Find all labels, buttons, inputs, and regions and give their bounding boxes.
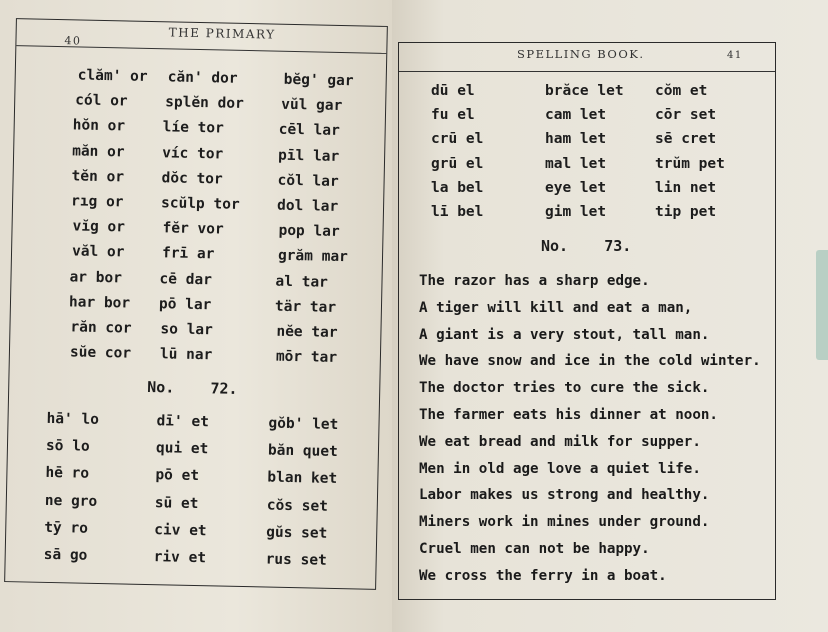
word-cell: brăce let — [545, 83, 624, 99]
sentence-line: Cruel men can not be happy. — [419, 541, 650, 557]
word-cell: rus set — [265, 551, 327, 569]
word-cell: pop lar — [278, 222, 340, 241]
word-cell: căn' dor — [167, 69, 238, 87]
word-cell: hē ro — [45, 465, 90, 483]
word-cell: har bor — [68, 294, 131, 312]
word-cell: cē dar — [159, 270, 213, 288]
word-cell: víc tor — [161, 144, 224, 163]
word-cell: cēl lar — [278, 122, 340, 140]
sentence-line: The farmer eats his dinner at noon. — [419, 407, 718, 423]
sentence-line: We cross the ferry in a boat. — [419, 567, 667, 584]
word-cell: nĕe tar — [276, 323, 338, 341]
sentence-line: A tiger will kill and eat a man, — [419, 299, 693, 316]
word-cell: grăm mar — [277, 248, 349, 266]
word-cell: cŏm et — [655, 83, 708, 99]
word-cell: riv et — [153, 549, 207, 567]
running-header: SPELLING BOOK. — [517, 47, 645, 61]
word-cell: ne gro — [44, 492, 98, 510]
word-cell: so lar — [160, 321, 214, 339]
word-cell: sū et — [154, 494, 199, 512]
word-cell: qui et — [155, 440, 209, 458]
left-page-frame — [4, 18, 388, 590]
word-cell: hā' lo — [46, 410, 100, 428]
left-page — [0, 0, 392, 632]
word-cell: sā go — [43, 546, 88, 564]
word-cell: pīl lar — [277, 147, 340, 165]
header-rule — [399, 71, 775, 72]
word-cell: dol lar — [276, 197, 339, 215]
word-cell: pō et — [155, 467, 200, 485]
word-cell: cam let — [545, 107, 607, 124]
bookmark-tab — [816, 250, 828, 360]
word-cell: lin net — [655, 179, 717, 196]
word-cell: ham let — [545, 131, 607, 148]
word-cell: cōr set — [655, 107, 717, 124]
word-cell: fĕr vor — [162, 220, 224, 238]
sentence-line: The doctor tries to cure the sick. — [419, 380, 710, 397]
word-cell: tĕn or — [71, 168, 125, 186]
word-cell: crū el — [431, 131, 484, 148]
word-cell: frī ar — [161, 245, 215, 263]
page-number: 41 — [727, 50, 743, 61]
word-cell: hŏn or — [72, 117, 126, 135]
sentence-line: We eat bread and milk for supper. — [419, 433, 701, 450]
sentence-line: We have snow and ice in the cold winter. — [419, 353, 761, 370]
word-cell: cól or — [75, 92, 128, 110]
word-cell: líe tor — [162, 119, 224, 137]
right-page — [392, 0, 828, 632]
word-cell: dī' et — [156, 413, 210, 431]
sentence-line: The razor has a sharp edge. — [419, 273, 650, 289]
word-cell: vŭl gar — [281, 96, 343, 115]
word-cell: eye let — [545, 179, 607, 196]
word-cell: civ et — [154, 521, 207, 540]
section-title: No. 73. — [541, 237, 632, 255]
word-cell: cŏs set — [266, 497, 329, 515]
word-cell: băn quet — [267, 442, 338, 461]
word-cell: sē cret — [655, 131, 717, 148]
word-cell: gim let — [545, 204, 607, 220]
sentence-line: Miners work in mines under ground. — [419, 514, 710, 531]
sentence-line: A giant is a very stout, tall man. — [419, 326, 710, 343]
word-cell: pō lar — [158, 296, 212, 314]
word-cell: scŭlp tor — [160, 195, 240, 213]
word-cell: gŏb' let — [268, 415, 339, 434]
word-cell: tip pet — [655, 204, 717, 220]
right-page-frame — [398, 42, 776, 600]
word-cell: ar bor — [69, 268, 123, 287]
word-cell: măn or — [72, 142, 125, 161]
word-cell: tȳ ro — [44, 519, 89, 537]
word-cell: la bel — [431, 179, 484, 196]
word-cell: văl or — [71, 243, 125, 261]
word-cell: lū nar — [159, 346, 213, 364]
page-number: 40 — [64, 34, 82, 48]
running-header: THE PRIMARY — [168, 25, 276, 42]
sentence-line: Labor makes us strong and healthy. — [419, 487, 710, 504]
word-cell: rıg or — [70, 193, 124, 211]
word-cell: blan ket — [267, 469, 338, 488]
word-cell: tär tar — [274, 298, 337, 316]
word-cell: grū el — [431, 155, 484, 172]
word-cell: sō lo — [45, 438, 90, 455]
header-rule — [16, 45, 386, 54]
section-title: No. 72. — [147, 377, 238, 398]
word-cell: splĕn dor — [165, 94, 244, 113]
word-cell: trŭm pet — [655, 155, 725, 172]
word-cell: răn cor — [70, 319, 132, 337]
sentence-line: Men in old age love a quiet life. — [419, 460, 701, 477]
word-cell: al tar — [275, 273, 329, 291]
word-cell: lī bel — [431, 204, 484, 220]
word-cell: bĕg' gar — [283, 71, 354, 90]
word-cell: mōr tar — [275, 348, 338, 367]
word-cell: gŭs set — [266, 524, 328, 542]
word-cell: vĭg or — [72, 218, 126, 236]
word-cell: sŭe cor — [69, 344, 132, 362]
word-cell: clăm' or — [77, 67, 148, 85]
word-cell: dŏc tor — [161, 170, 223, 188]
word-cell: mal let — [545, 155, 607, 172]
word-cell: cŏl lar — [277, 172, 339, 190]
word-cell: dū el — [431, 83, 475, 99]
word-cell: fu el — [431, 107, 475, 124]
